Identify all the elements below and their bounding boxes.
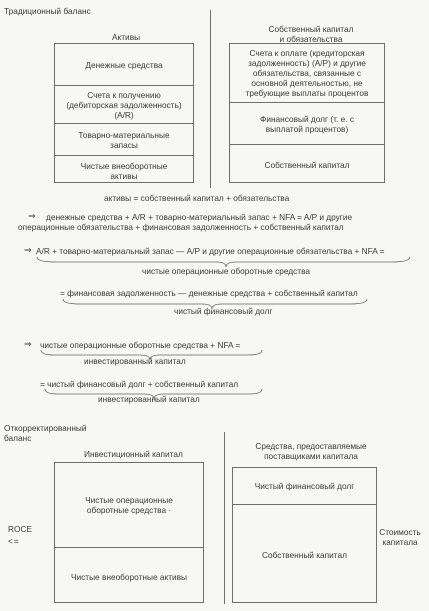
traditional-balance-title: Традиционный баланс xyxy=(4,6,91,16)
equation-5: чистые операционные оборотные средства + NFA = xyxy=(40,340,241,350)
liab-row-equity: Собственный капитал xyxy=(230,144,384,185)
capital-providers-header xyxy=(236,441,386,461)
adjusted-balance-title-line2: баланс xyxy=(4,433,32,443)
assets-row-cash: Денежные средства xyxy=(85,59,163,70)
liabilities-header xyxy=(226,24,396,44)
invested-capital-box xyxy=(54,462,204,603)
cost-of-capital-line2: капитала xyxy=(382,537,418,547)
liab-row-payables: Счета к оплате (кредиторская задолженность) (A/P) и другие обязательства, связанные с основной деятельностью, не требующие выплаты процентов xyxy=(245,48,369,98)
capital-providers-box xyxy=(232,467,377,603)
providers-row-net-debt: Чистый финансовый долг xyxy=(254,481,355,491)
liabilities-box xyxy=(229,43,385,183)
roce-arrow: <= xyxy=(8,536,20,546)
equation-6-label: инвестированный капитал xyxy=(98,394,200,404)
equation-6: = чистый финансовый долг + собственный капитал xyxy=(40,379,239,389)
liabilities-header-line1: Собственный капитал xyxy=(268,24,354,34)
assets-row-receivables: Счета к получению (дебиторская задолженность) (A/R) xyxy=(55,85,193,124)
liabilities-header-line2: и обязательства xyxy=(279,34,343,44)
equation-3: A/R + товарно-материальный запас — A/P и другие операционные обязательства + NFA = xyxy=(36,246,385,256)
invested-row-nowc: Чистые операционные оборотные средства · xyxy=(85,495,173,515)
implies-arrow-3: ⇒ xyxy=(24,339,32,349)
equation-5-label: инвестированный капитал xyxy=(84,356,186,366)
invested-capital-header: Инвестиционный капитал xyxy=(84,449,183,459)
equation-3-label: чистые операционные оборотные средства xyxy=(142,266,310,276)
equation-4: = финансовая задолженность — денежные средства + собственный капитал xyxy=(60,288,358,298)
roce-label: ROCE xyxy=(8,524,32,534)
capital-providers-header-line1: Средства, предоставляемые xyxy=(255,441,367,451)
assets-header: Активы xyxy=(112,32,141,42)
capital-providers-header-line2: поставщиками капитала xyxy=(264,451,358,461)
assets-box xyxy=(54,43,194,183)
equation-2-line2: операционные обязательства + финансовая задолженность + собственный капитал xyxy=(18,222,344,232)
cost-of-capital-line1: Стоимость xyxy=(379,527,421,537)
cost-of-capital-label xyxy=(372,527,428,547)
invested-row-nfa: Чистые внеоборотные активы xyxy=(55,547,203,605)
liab-row-debt: Финансовый долг (т. е. с выплатой процентов) xyxy=(230,102,384,145)
assets-row-inventory: Товарно-материальные запасы xyxy=(55,123,193,156)
implies-arrow-1: ⇒ xyxy=(28,211,36,221)
equation-4-label: чистый финансовый долг xyxy=(174,306,273,316)
implies-arrow-2: ⇒ xyxy=(24,245,32,255)
center-divider xyxy=(210,10,211,188)
providers-row-equity: Собственный капитал xyxy=(233,504,376,605)
equation-2-line1: денежные средства + A/R + товарно-материальный запас + NFA = A/P и другие xyxy=(46,212,353,222)
adjusted-balance-title-line1: Откорректированный xyxy=(4,423,87,433)
bottom-center-divider xyxy=(224,432,225,604)
assets-row-fixed: Чистые внеоборотные активы xyxy=(55,155,193,185)
equation-1: активы = собственный капитал + обязательства xyxy=(104,193,290,203)
adjusted-balance-title xyxy=(4,423,87,443)
